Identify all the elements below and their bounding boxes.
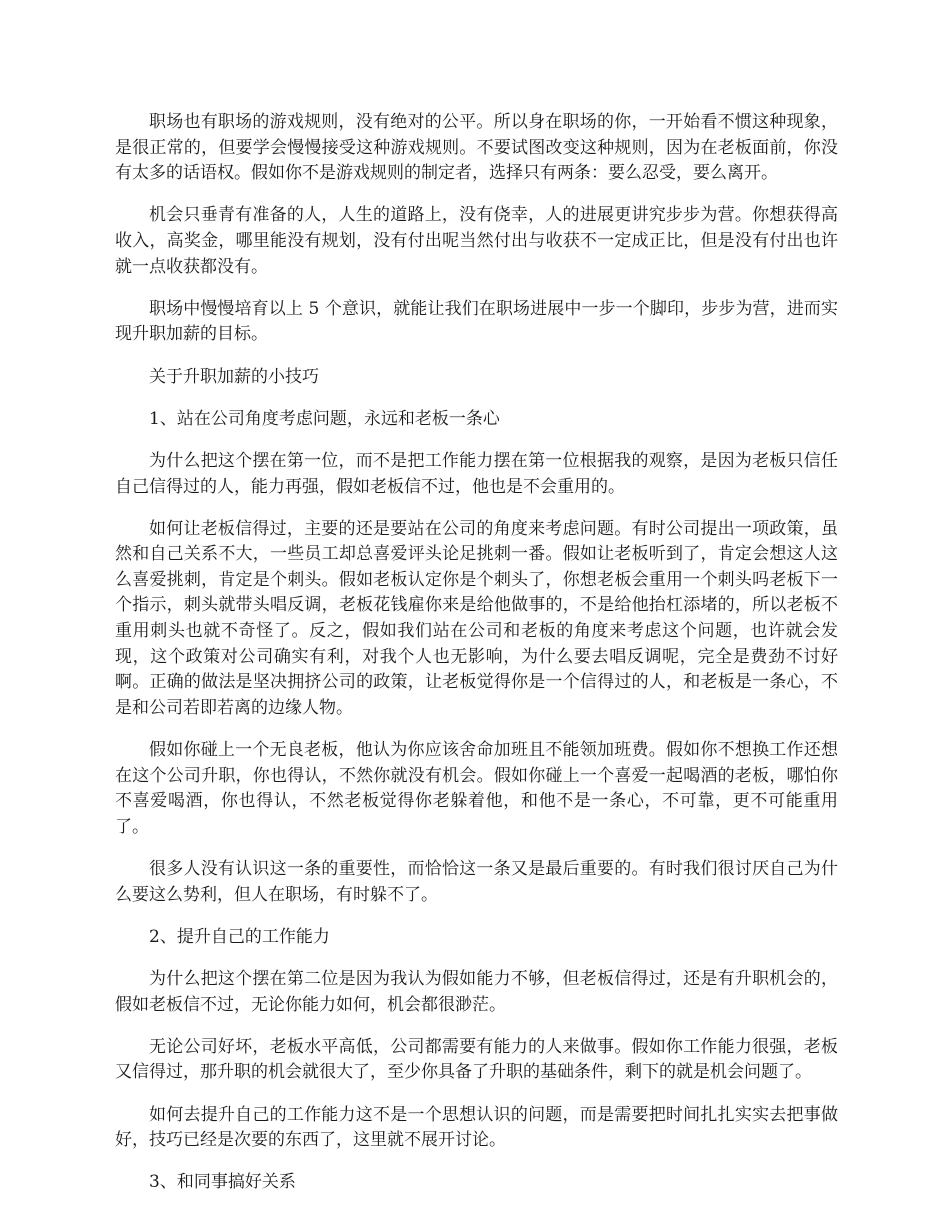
- section-heading: 2、提升自己的工作能力: [149, 926, 330, 947]
- body-paragraph: 如何去提升自己的工作能力这不是一个思想认识的问题，而是需要把时间扎扎实实去把事做好，技巧已经是次要的东西了，这里就不展开讨论。: [115, 1104, 838, 1151]
- body-paragraph: 职场也有职场的游戏规则，没有绝对的公平。所以身在职场的你，一开始看不惯这种现象，是很正常的，但要学会慢慢接受这种游戏规则。不要试图改变这种规则，因为在老板面前，你没有太多的话语权。假如你不是游戏规则的制定者，选择只有两条：要么忍受，要么离开。: [115, 112, 838, 184]
- body-paragraph: 无论公司好坏，老板水平高低，公司都需要有能力的人来做事。假如你工作能力很强，老板又信得过，那升职的机会就很大了，至少你具备了升职的基础条件，剩下的就是机会问题了。: [115, 1036, 838, 1083]
- section-heading: 1、站在公司角度考虑问题，永远和老板一条心: [149, 408, 500, 429]
- section-heading: 3、和同事搞好关系: [149, 1172, 296, 1193]
- body-paragraph: 假如你碰上一个无良老板，他认为你应该舍命加班且不能领加班费。假如你不想换工作还想在这个公司升职，你也得认，不然你就没有机会。假如你碰上一个喜爱一起喝酒的老板，哪怕你不喜爱喝酒，你也得认，不然老板觉得你老躲着他，和他不是一条心，不可靠，更不可能重用了。: [115, 740, 838, 837]
- body-paragraph: 很多人没有认识这一条的重要性，而恰恰这一条又是最后重要的。有时我们很讨厌自己为什么要这么势利，但人在职场，有时躲不了。: [115, 859, 838, 905]
- body-paragraph: 职场中慢慢培育以上 5 个意识，就能让我们在职场进展中一步一个脚印，步步为营，进而实现升职加薪的目标。: [115, 298, 838, 345]
- body-paragraph: 为什么把这个摆在第一位，而不是把工作能力摆在第一位根据我的观察，是因为老板只信任自己信得过的人，能力再强，假如老板信不过，他也是不会重用的。: [115, 450, 838, 497]
- body-paragraph: 为什么把这个摆在第二位是因为我认为假如能力不够，但老板信得过，还是有升职机会的，假如老板信不过，无论你能力如何，机会都很渺茫。: [115, 968, 838, 1015]
- document-page: [115, 110, 838, 1213]
- body-paragraph: 机会只垂青有准备的人，人生的道路上，没有侥幸，人的进展更讲究步步为营。你想获得高收入，高奖金，哪里能没有规划，没有付出呢当然付出与收获不一定成正比，但是没有付出也许就一点收获都没有。: [115, 205, 838, 277]
- section-heading: 关于升职加薪的小技巧: [149, 366, 319, 387]
- body-paragraph: 如何让老板信得过，主要的还是要站在公司的角度来考虑问题。有时公司提出一项政策，虽然和自己关系不大，一些员工却总喜爱评头论足挑刺一番。假如让老板听到了，肯定会想这人这么喜爱挑刺，肯定是个刺头。假如老板认定你是个刺头了，你想老板会重用一个刺头吗老板下一个指示，刺头就带头唱反调，老板花钱雇你来是给他做事的，不是给他抬杠添堵的，所以老板不重用刺头也就不奇怪了。反之，假如我们站在公司和老板的角度来考虑这个问题，也许就会发现，这个政策对公司确实有利，对我个人也无影响，为什么要去唱反调呢，完全是费劲不讨好啊。正确的做法是坚决拥挤公司的政策，让老板觉得你是一个信得过的人，和老板是一条心，不是和公司若即若离的边缘人物。: [115, 518, 838, 718]
